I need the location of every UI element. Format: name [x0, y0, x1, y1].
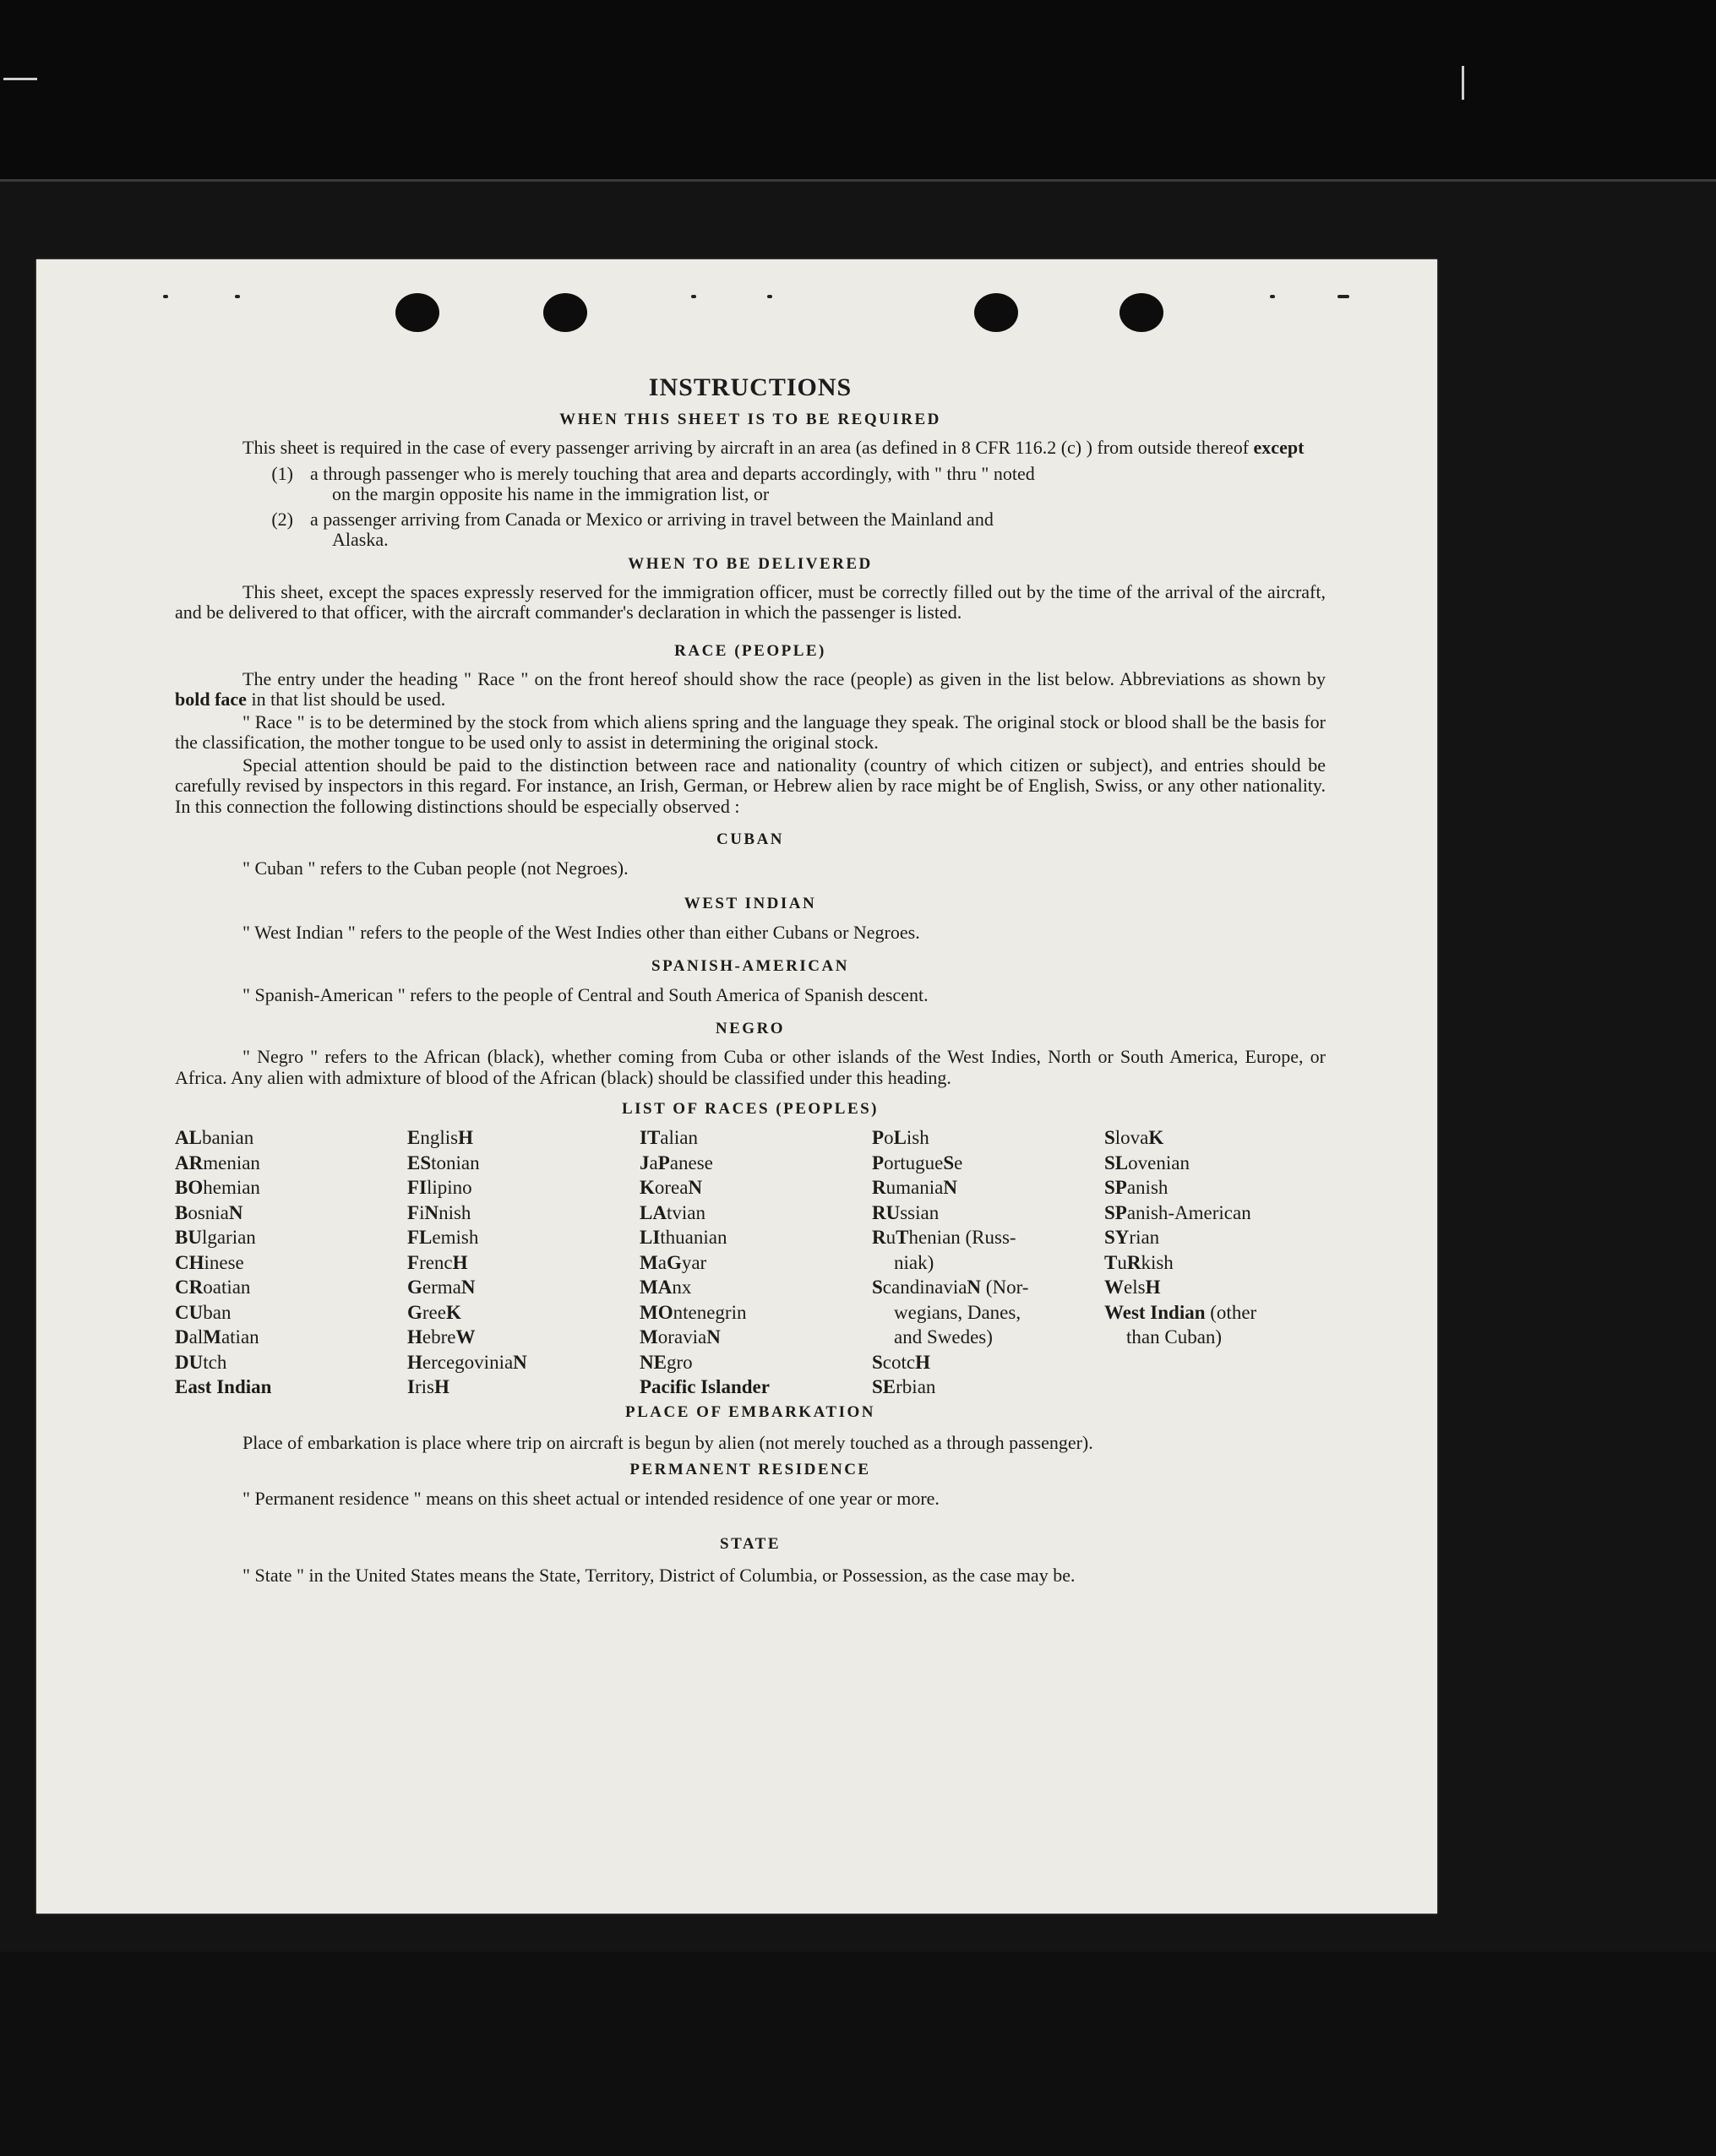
punch-hole — [974, 293, 1018, 332]
race-entry: PoLish — [872, 1127, 929, 1148]
paragraph-race-3: Special attention should be paid to the distinction between race and nationality (country of which citizen or subject), and entries should be carefully revised by inspectors in this regard. For instance, an Irish, German, or Hebrew alien by race might be of English, Swiss, or any other nationality. In this connection the following distinctions should be especially observed : — [175, 754, 1326, 817]
race-entry: CRoatian — [175, 1277, 251, 1298]
race-entry: BOhemian — [175, 1177, 260, 1198]
race-entry: ARmenian — [175, 1152, 260, 1173]
punch-hole — [395, 293, 439, 332]
item-number: (1) — [271, 462, 293, 484]
race-entry: MOntenegrin — [640, 1301, 747, 1323]
paragraph-race-1 — [175, 669, 1326, 710]
paragraph-delivered: This sheet, except the spaces expressly reserved for the immigration officer, must be correctly filled out by the time of the arrival of the aircraft, and be delivered to that officer, with the aircraft commander's declaration in which the passenger is listed. — [175, 580, 1326, 623]
race-entry: PortugueSe — [872, 1152, 963, 1173]
race-entry: West Indian (other — [1104, 1301, 1257, 1323]
item-text-cont: on the margin opposite his name in the immigration list, or — [332, 482, 770, 504]
race-entry: than Cuban) — [1126, 1326, 1223, 1348]
race-entry: MoraviaN — [640, 1326, 721, 1348]
heading-race: RACE (PEOPLE) — [674, 641, 826, 660]
races-column-3 — [640, 1125, 872, 1400]
race-entry: East Indian — [175, 1376, 272, 1397]
race-entry: EnglisH — [407, 1127, 473, 1148]
races-list — [175, 1125, 1326, 1400]
race-p1-end: in that list should be used. — [251, 689, 446, 710]
definition-negro: " Negro " refers to the African (black), whether coming from Cuba or other islands of the West Indies, North or South America, Europe, or Africa. Any alien with admixture of blood of the African (black) should be classified under this heading. — [175, 1046, 1326, 1088]
item-text-cont: Alaska. — [332, 528, 389, 550]
race-entry: BosniaN — [175, 1201, 243, 1223]
item-text: a through passenger who is merely touching that area and departs accordingly, with " thru " noted — [310, 462, 1035, 484]
race-entry: HebreW — [407, 1326, 476, 1348]
race-entry: MAnx — [640, 1277, 692, 1298]
definition-cuban: " Cuban " refers to the Cuban people (not Negroes). — [242, 858, 629, 879]
punch-hole — [1119, 293, 1163, 332]
speck — [1270, 295, 1275, 298]
heading-list-of-races: LIST OF RACES (PEOPLES) — [621, 1100, 880, 1118]
race-entry: HercegoviniaN — [407, 1351, 527, 1373]
definition-residence: " Permanent residence " means on this sheet actual or intended residence of one year or more. — [242, 1487, 940, 1509]
race-p1-text: The entry under the heading " Race " on the front hereof should show the race (people) as given in the list below. Abbreviations as shown by — [242, 667, 1326, 689]
heading-when-delivered: WHEN TO BE DELIVERED — [628, 554, 873, 573]
race-entry: TuRkish — [1104, 1251, 1174, 1273]
races-column-2 — [407, 1125, 640, 1400]
race-entry: SYrian — [1104, 1227, 1160, 1248]
race-entry: WelsH — [1104, 1277, 1161, 1298]
race-entry: FLemish — [407, 1227, 479, 1248]
heading-negro: NEGRO — [715, 1020, 786, 1037]
heading-west-indian: WEST INDIAN — [684, 895, 817, 912]
race-entry: ScotcH — [872, 1351, 930, 1373]
exception-item-1 — [271, 462, 1326, 504]
definition-west-indian: " West Indian " refers to the people of the West Indies other than either Cubans or Negroes. — [242, 922, 920, 943]
exception-item-2 — [271, 508, 1326, 550]
intro-except: except — [1253, 437, 1305, 458]
race-entry: JaPanese — [640, 1152, 713, 1173]
race-entry: CUban — [175, 1301, 232, 1323]
speck — [235, 295, 240, 298]
race-entry: SPanish — [1104, 1177, 1169, 1198]
race-entry: CHinese — [175, 1251, 244, 1273]
paragraph-race-2: " Race " is to be determined by the stock from which aliens spring and the language they speak. The original stock or blood shall be the basis for the classification, the mother tongue to be used only to assist in determining the original stock. — [175, 710, 1326, 753]
race-entry: GermaN — [407, 1277, 476, 1298]
race-entry: LAtvian — [640, 1201, 705, 1223]
race-entry: EStonian — [407, 1152, 480, 1173]
item-text: a passenger arriving from Canada or Mexico or arriving in travel between the Mainland and — [310, 508, 994, 530]
instructions-body — [175, 373, 1326, 1589]
definition-state: " State " in the United States means the State, Territory, District of Columbia, or Possession, as the case may be. — [242, 1564, 1076, 1586]
punch-hole — [543, 293, 587, 332]
race-entry: ITalian — [640, 1127, 698, 1148]
race-entry: ALbanian — [175, 1127, 254, 1148]
race-entry: NEgro — [640, 1351, 693, 1373]
scanner-top-band — [0, 0, 1716, 182]
race-entry: MaGyar — [640, 1251, 707, 1273]
heading-state: STATE — [720, 1534, 781, 1553]
scanner-bottom-band — [0, 1952, 1716, 2156]
race-entry: DalMatian — [175, 1326, 259, 1348]
race-entry: wegians, Danes, — [894, 1301, 1021, 1323]
race-entry: SErbian — [872, 1376, 936, 1397]
race-entry: LIthuanian — [640, 1227, 727, 1248]
heading-residence: PERMANENT RESIDENCE — [629, 1460, 871, 1478]
race-entry: RUssian — [872, 1201, 940, 1223]
heading-spanish-american: SPANISH-AMERICAN — [651, 957, 849, 975]
race-entry: niak) — [894, 1251, 934, 1273]
heading-cuban: CUBAN — [716, 830, 785, 848]
races-column-4 — [872, 1125, 1104, 1400]
speck — [1337, 295, 1349, 298]
speck — [163, 295, 168, 298]
race-entry: SPanish-American — [1104, 1201, 1251, 1223]
speck — [691, 295, 696, 298]
scanner-top-rule — [0, 179, 1716, 182]
race-entry: SlovaK — [1104, 1127, 1164, 1148]
race-entry: BUlgarian — [175, 1227, 256, 1248]
film-edge-mark — [3, 78, 37, 80]
race-entry: RumaniaN — [872, 1177, 957, 1198]
race-entry: FIlipino — [407, 1177, 472, 1198]
race-entry: GreeK — [407, 1301, 461, 1323]
race-entry: KoreaN — [640, 1177, 703, 1198]
paragraph-required-intro — [175, 438, 1326, 459]
film-edge-mark — [1462, 66, 1464, 100]
race-entry: and Swedes) — [894, 1326, 993, 1348]
heading-embarkation: PLACE OF EMBARKATION — [625, 1402, 875, 1421]
race-entry: FiNnish — [407, 1201, 471, 1223]
race-p1-bold: bold face — [175, 689, 247, 710]
item-number: (2) — [271, 508, 293, 530]
race-entry: SLovenian — [1104, 1152, 1190, 1173]
race-entry: FrencH — [407, 1251, 468, 1273]
heading-when-required: WHEN THIS SHEET IS TO BE REQUIRED — [559, 411, 941, 428]
speck — [767, 295, 772, 298]
races-column-1 — [175, 1125, 407, 1400]
definition-embarkation: Place of embarkation is place where trip on aircraft is begun by alien (not merely touched as a through passenger). — [242, 1431, 1093, 1453]
page-title: INSTRUCTIONS — [648, 373, 853, 401]
definition-spanish-american: " Spanish-American " refers to the people of Central and South America of Spanish descent. — [242, 984, 929, 1005]
races-column-5 — [1104, 1125, 1326, 1400]
intro-text: This sheet is required in the case of every passenger arriving by aircraft in an area (as defined in 8 CFR 116.2 (c) ) from outside thereof — [242, 437, 1250, 458]
race-entry: ScandinaviaN (Nor- — [872, 1277, 1029, 1298]
document-page — [36, 259, 1437, 1914]
race-entry: Pacific Islander — [640, 1376, 770, 1397]
race-entry: DUtch — [175, 1351, 227, 1373]
race-entry: RuThenian (Russ- — [872, 1227, 1016, 1248]
race-entry: IrisH — [407, 1376, 449, 1397]
